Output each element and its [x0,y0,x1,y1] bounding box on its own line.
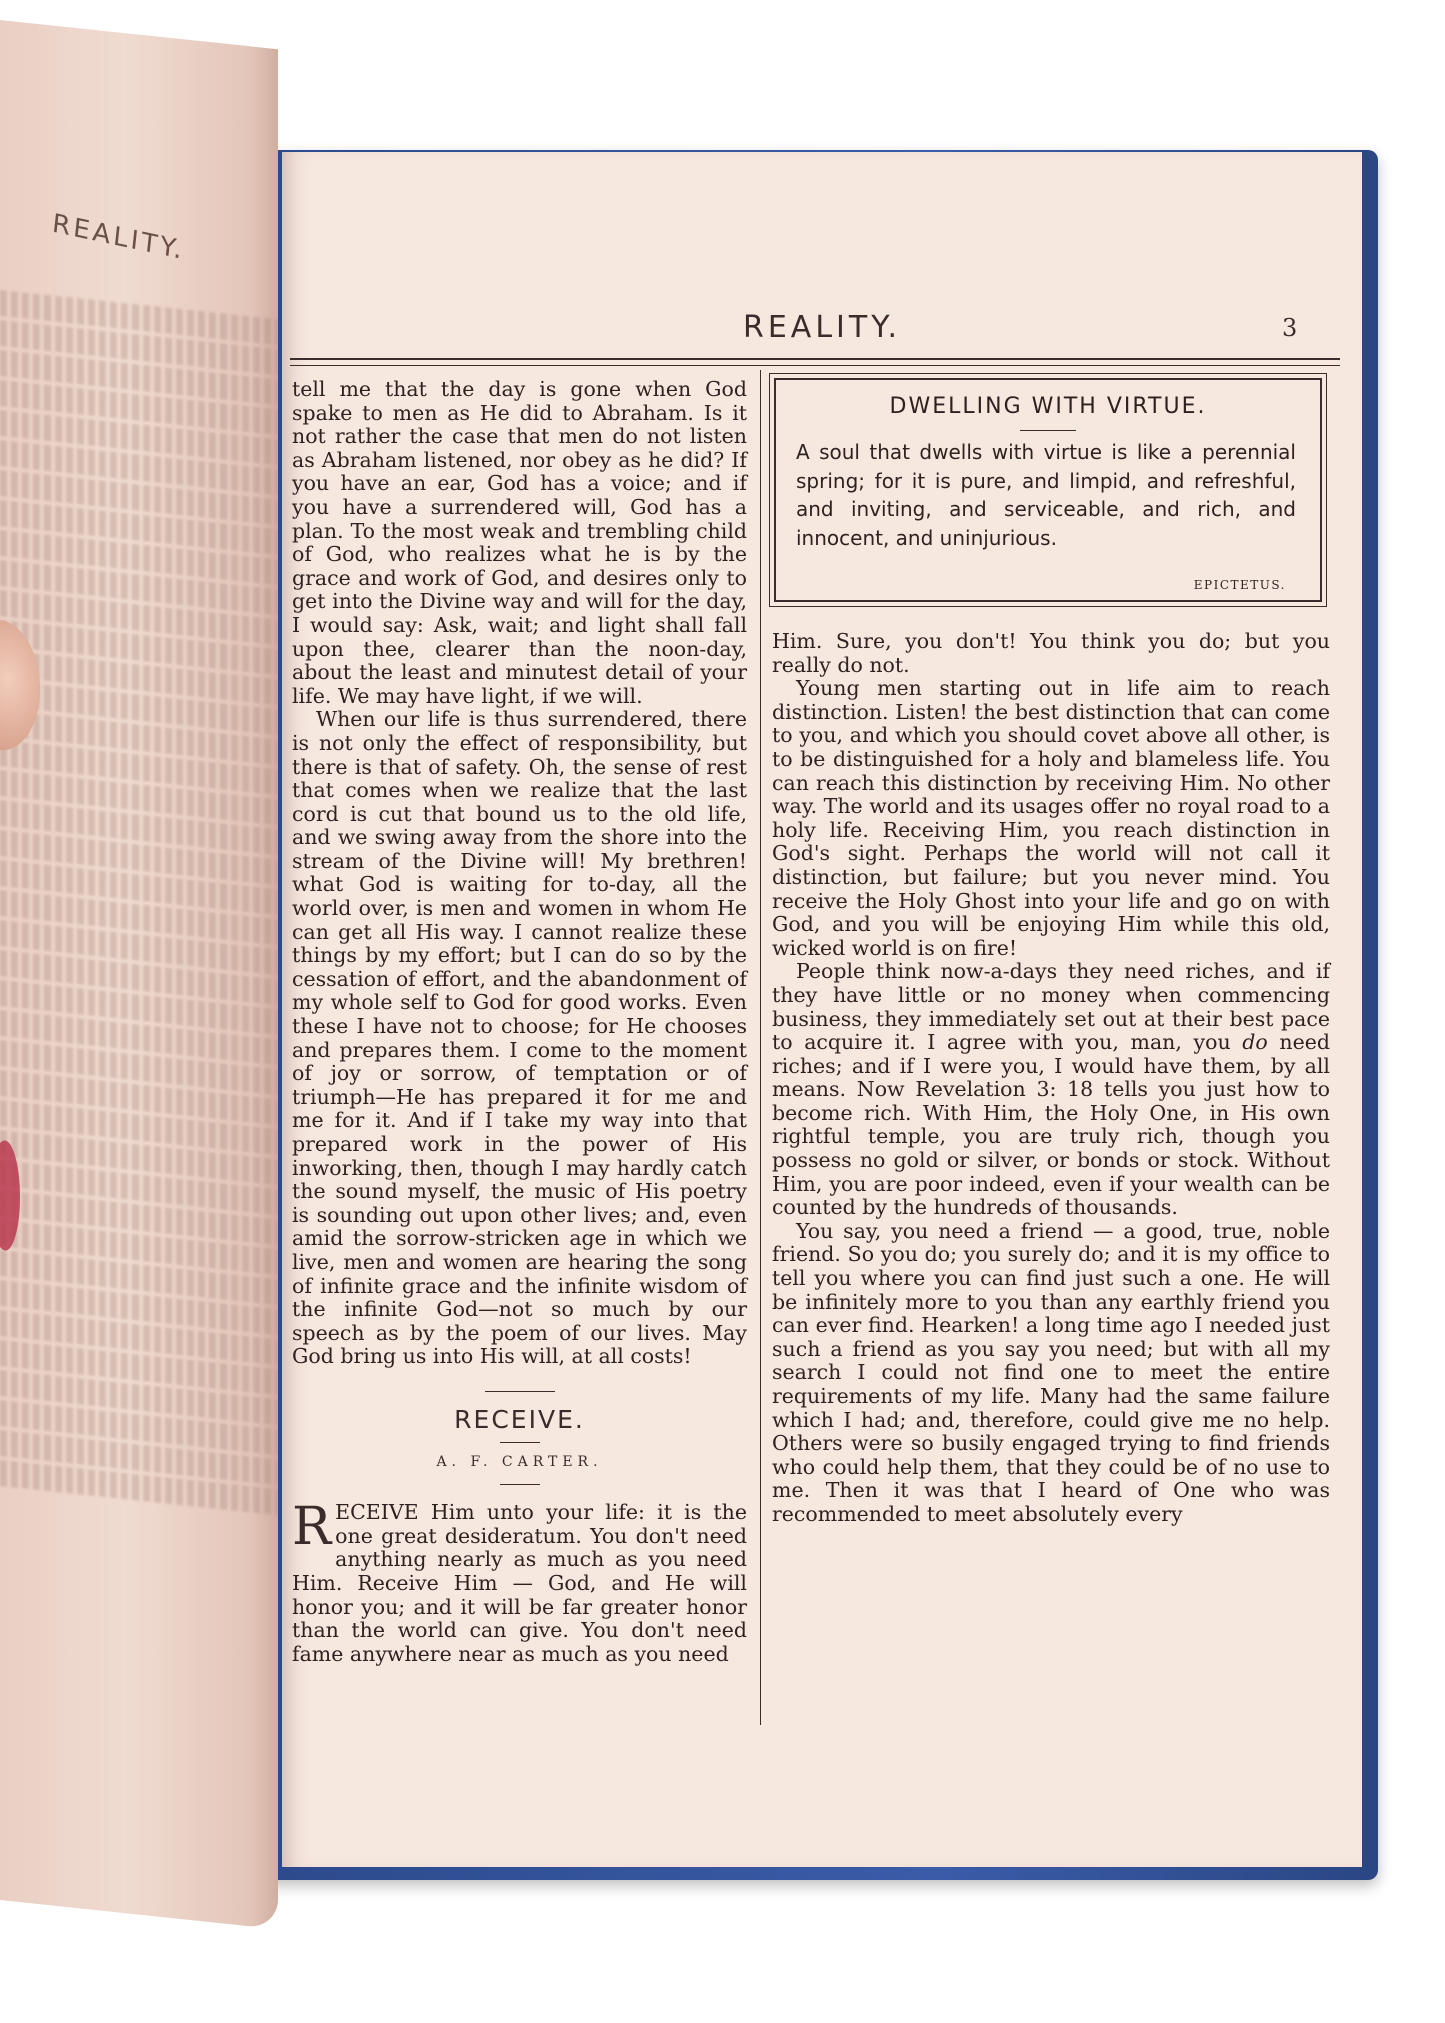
title-rule [500,1442,540,1443]
page-title: REALITY. [743,310,901,345]
paragraph: You say, you need a friend — a good, true, noble friend. So you do; you surely do; and it is my office to tell you where you can find just such a one. He will be infinitely more to you than any earthly friend you can ever find. Hearken! a long time ago I needed just such a friend as you say you need; but with all my search I could not find one to meet the entire requirements of my life. Many had the same failure which I had; and, therefore, could give me no help. Others were so busily engaged trying to find friends who could help them, that they could be of no use to me. Then it was that I heard of One who was recommended to meet absolutely every [772,1218,1330,1526]
page-number: 3 [1282,314,1298,342]
drop-cap: R [292,1497,332,1558]
byline-rule [500,1484,540,1485]
section-title: RECEIVE. [454,1404,585,1434]
byline: A. F. CARTER. [436,1453,603,1470]
paragraph: When our life is thus surrendered, there is not only the effect of responsibility, but there is that of safety. Oh, the sense of rest that comes when we realize that the last cord is cut that bound us to the old life, and we swing away from the shore into the stream of the Divine will! My brethren! what God is waiting for to-day, all the world over, is men and women in whom He can get all His way. I cannot realize these things by my effort; but I can do so by the cessation of effort, and the abandonment of my whole self to God for good works. Even these I have not to choose; for He chooses and prepares them. I come to the moment of joy or sorrow, of temptation or of triumph—He has prepared it for me and me for it. And if I take my way into that prepared work in the power of His inworking, then, though I may hardly catch the sound myself, the music of His poetry is sounding out upon other lives; and, even amid the sorrow-stricken age in which we live, men and women are hearing the song of infinite grace and the infinite wisdom of the infinite God—not so much by our speech as by the poem of our lives. May God bring us into His will, at all costs! [292,707,747,1369]
section-separator [485,1391,555,1392]
quote-title: DWELLING WITH VIRTUE. [889,394,1207,419]
emphasis: do [1242,1030,1268,1055]
receive-text: ECEIVE Him unto your life: it is the one great desideratum. You don't need anything nearly as much as you need Him. Receive Him — God, and He will honor you; and it will be far greater honor than the world can give. You don't need fame anywhere near as much as you need [292,1500,747,1666]
text-run: People think now-a-days they need riches, and if they have little or no money when commencing business, they immediately set out at their best pace to acquire it. I agree with you, man, you [772,959,1330,1055]
left-page-running-head: REALITY. [50,208,187,267]
receive-paragraph [292,1497,747,1666]
column-divider [760,370,761,1725]
quote-attribution: EPICTETUS. [1193,578,1286,592]
paragraph: tell me that the day is gone when God spake to men as He did to Abraham. Is it not rather the case that men do not listen as Abraham listened, nor obey as he did? If you have an ear, God has a voice; and if you have a surrendered will, God has a plan. To the most weak and trembling child of God, who realizes what he is by the grace and work of God, and desires only to get into the Divine way and will for the day, I would say: Ask, wait; and light shall fall upon thee, clearer than the noon-day, about the least and minutest detail of your life. We may have light, if we will. [292,377,747,708]
quote-box [774,378,1322,602]
paragraph [772,960,1330,1220]
paragraph: Him. Sure, you don't! You think you do; but you really do not. [772,629,1330,677]
paragraph: Young men starting out in life aim to reach distinction. Listen! the best distinction that can come to you, and which you should covet above all other, is to be distinguished for a holy and blameless life. You can reach this distinction by receiving Him. No other way. The world and its usages offer no royal road to a holy life. Receiving Him, you reach distinction in God's sight. Perhaps the world will not call it distinction, but failure; but you never mind. You receive the Holy Ghost into your life and go on with God, and you will be enjoying Him while this old, wicked world is on fire! [772,676,1330,960]
header-rule [290,358,1340,366]
text-run: need riches; and if I were you, I would have them, by all means. Now Revelation 3: 18 tells you just how to become rich. With Him, the Holy One, in His own rightful temple, you are truly rich, though you possess no gold or silver, or bonds or stock. Without Him, you are poor indeed, even if your wealth can be counted by the hundreds of thousands. [772,1030,1330,1220]
quote-body: A soul that dwells with virtue is like a perennial spring; for it is pure, and limpid, and refreshful, and inviting, and serviceable, and rich, and innocent, and uninjurious. [796,440,1296,550]
left-page [0,20,278,1929]
right-page [282,152,1362,1867]
quote-rule [1020,430,1076,431]
left-column [292,378,747,1666]
left-page-text-blur [0,290,278,1519]
right-column [772,630,1330,1527]
